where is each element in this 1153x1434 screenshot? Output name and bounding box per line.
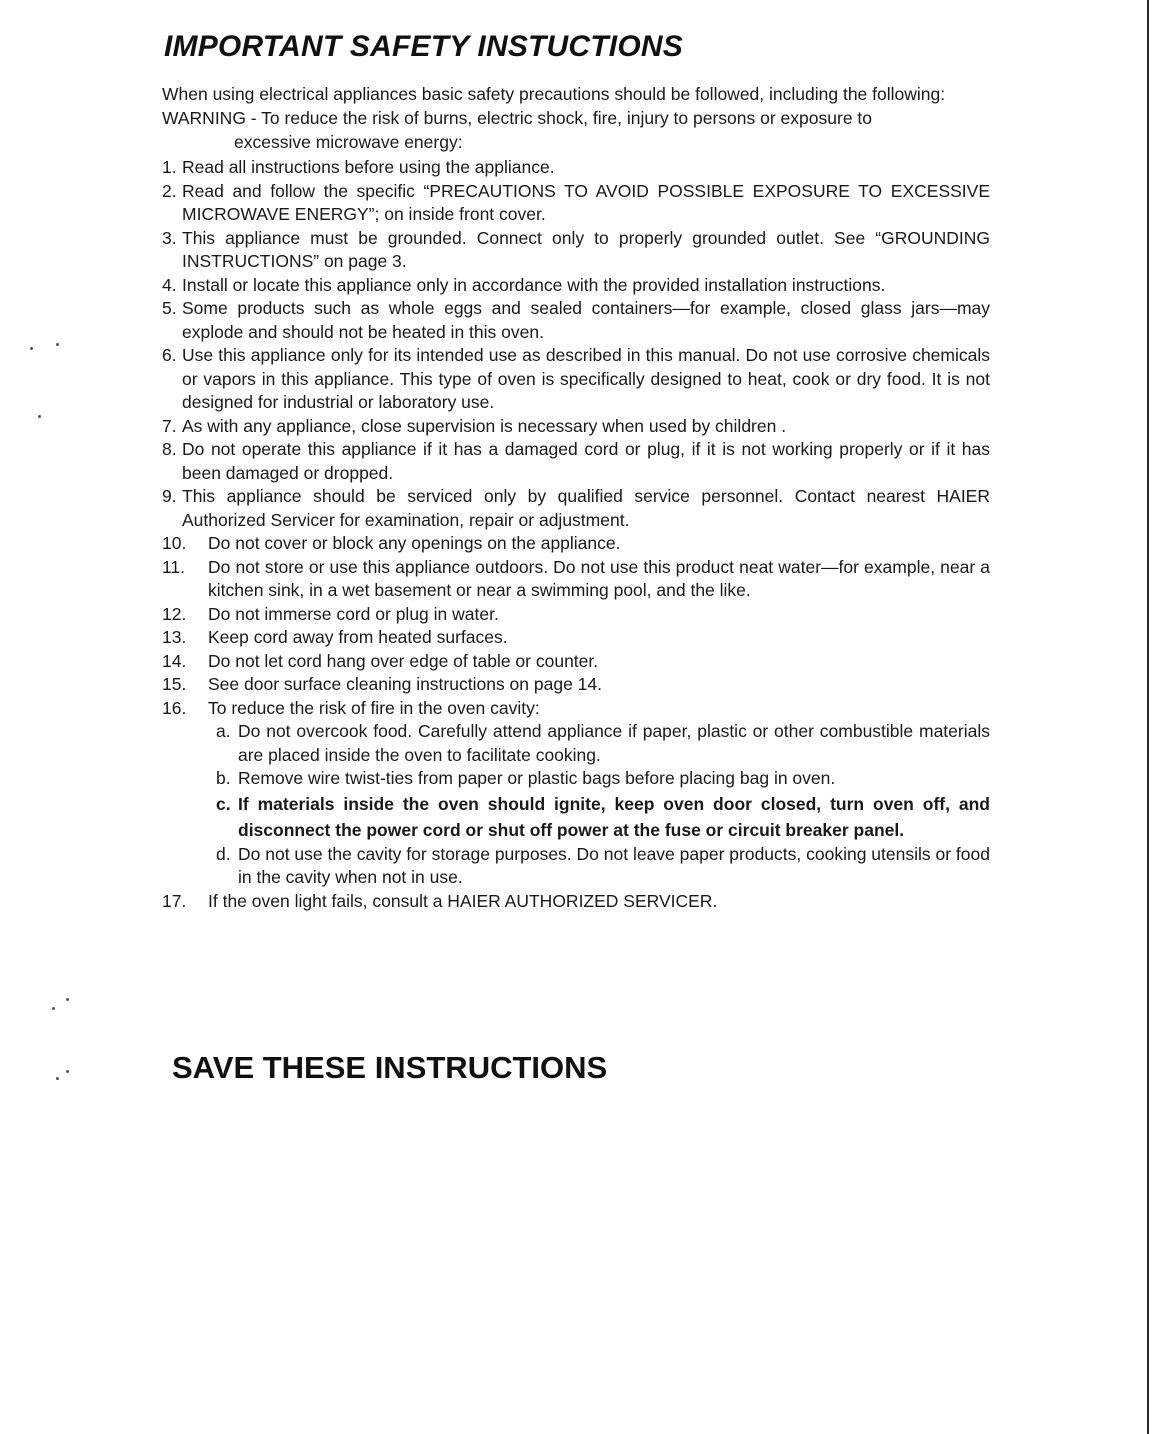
item-text: Some products such as whole eggs and sealed containers—for example, closed glass jars—may explode and should not be heated in this oven. — [182, 298, 990, 342]
list-item — [162, 603, 990, 627]
item-number: 7. — [162, 415, 177, 436]
instruction-list — [162, 156, 990, 913]
item-text: Do not store or use this appliance outdoors. Do not use this product neat water—for example, near a kitchen sink, in a wet basement or near a swimming pool, and the like. — [208, 556, 990, 600]
scan-speck — [56, 343, 59, 346]
scan-speck — [38, 415, 41, 418]
item-text: Do not operate this appliance if it has a damaged cord or plug, if it is not working properly or if it has been damaged or dropped. — [182, 439, 990, 483]
item-number: 8. — [162, 439, 177, 459]
item-number: 3. — [162, 227, 177, 248]
item-text: This appliance must be grounded. Connect only to properly grounded outlet. See “GROUNDING INSTRUCTIONS” on page 3. — [182, 227, 990, 271]
list-item — [162, 297, 990, 344]
page-edge-shadow — [1147, 0, 1149, 1434]
item-number: 10. — [162, 533, 187, 553]
list-item — [162, 274, 990, 298]
item-text: Do not immerse cord or plug in water. — [208, 603, 499, 624]
sub-item-text: If materials inside the oven should ignite, keep oven door closed, turn oven off, and disconnect the power cord or shut off power at the fuse or circuit breaker panel. — [238, 793, 990, 840]
scan-speck — [52, 1007, 55, 1010]
item-number: 14. — [162, 650, 187, 671]
save-instructions-heading: SAVE THESE INSTRUCTIONS — [172, 1050, 608, 1085]
item-number: 2. — [162, 180, 177, 201]
sub-item-letter: c. — [216, 793, 231, 814]
item-text: See door surface cleaning instructions on page 14. — [208, 674, 603, 694]
warning-continuation: excessive microwave energy: — [234, 132, 463, 152]
list-item — [162, 697, 990, 890]
scan-speck — [56, 1077, 59, 1080]
document-body — [162, 30, 990, 913]
list-item — [162, 650, 990, 674]
sub-item-letter: a. — [216, 721, 231, 741]
item-text: Do not cover or block any openings on the appliance. — [208, 533, 621, 553]
item-text: Install or locate this appliance only in accordance with the provided installation instructions. — [182, 274, 886, 295]
sub-item-text: Remove wire twist-ties from paper or plastic bags before placing bag in oven. — [238, 768, 836, 788]
warning-block — [162, 106, 990, 154]
sub-list-item — [216, 767, 990, 791]
warning-label: WARNING - — [162, 108, 257, 128]
intro-paragraph: When using electrical appliances basic safety precautions should be followed, including the following: — [162, 84, 946, 104]
sub-item-text: Do not use the cavity for storage purposes. Do not leave paper products, cooking utensils or food in the cavity when not in use. — [238, 843, 990, 887]
list-item — [162, 180, 990, 227]
scan-speck — [66, 1070, 69, 1073]
item-text: As with any appliance, close supervision is necessary when used by children . — [182, 415, 787, 436]
item-text: This appliance should be serviced only by qualified service personnel. Contact nearest HAIER Authorized Servicer for examination, repair or adjustment. — [182, 486, 990, 530]
item-number: 16. — [162, 697, 187, 718]
item-text: To reduce the risk of fire in the oven cavity: — [208, 697, 540, 718]
item-number: 11. — [162, 556, 186, 577]
item-text: Read all instructions before using the appliance. — [182, 157, 555, 177]
sub-item-letter: b. — [216, 768, 231, 788]
sub-list-item-bold — [216, 791, 990, 843]
list-item — [162, 673, 990, 697]
item-number: 17. — [162, 890, 187, 911]
item-text: Use this appliance only for its intended use as described in this manual. Do not use corrosive chemicals or vapors in this appliance. This type of oven is specifically designed to heat, cook or dry food. It is not designed for industrial or laboratory use. — [182, 345, 990, 412]
list-item — [162, 156, 990, 180]
warning-text: To reduce the risk of burns, electric shock, fire, injury to persons or exposure to — [261, 108, 873, 128]
scan-speck — [66, 998, 69, 1001]
list-item — [162, 626, 990, 650]
item-text: Keep cord away from heated surfaces. — [208, 627, 508, 647]
list-item — [162, 532, 990, 556]
item-number: 4. — [162, 274, 177, 295]
item-text: If the oven light fails, consult a HAIER AUTHORIZED SERVICER. — [208, 890, 718, 911]
list-item — [162, 890, 990, 914]
sub-item-text: Do not overcook food. Carefully attend appliance if paper, plastic or other combustible materials are placed inside the oven to facilitate cooking. — [238, 721, 990, 765]
item-number: 12. — [162, 603, 187, 624]
list-item — [162, 438, 990, 485]
scan-speck — [30, 347, 33, 350]
sub-list-item — [216, 720, 990, 767]
item-number: 1. — [162, 157, 177, 177]
list-item — [162, 556, 990, 603]
item-number: 15. — [162, 674, 187, 694]
item-number: 13. — [162, 627, 187, 647]
item-number: 5. — [162, 298, 177, 318]
item-text: Read and follow the specific “PRECAUTIONS TO AVOID POSSIBLE EXPOSURE TO EXCESSIVE MICROWAVE ENERGY”; on inside front cover. — [182, 180, 990, 224]
item-text: Do not let cord hang over edge of table or counter. — [208, 650, 599, 671]
item-number: 9. — [162, 486, 177, 506]
list-item — [162, 227, 990, 274]
sub-list-item — [216, 843, 990, 890]
list-item — [162, 415, 990, 439]
item-number: 6. — [162, 345, 177, 365]
page-title: IMPORTANT SAFETY INSTUCTIONS — [164, 30, 683, 63]
sub-list — [208, 720, 990, 890]
sub-item-letter: d. — [216, 843, 231, 864]
list-item — [162, 485, 990, 532]
list-item — [162, 344, 990, 415]
